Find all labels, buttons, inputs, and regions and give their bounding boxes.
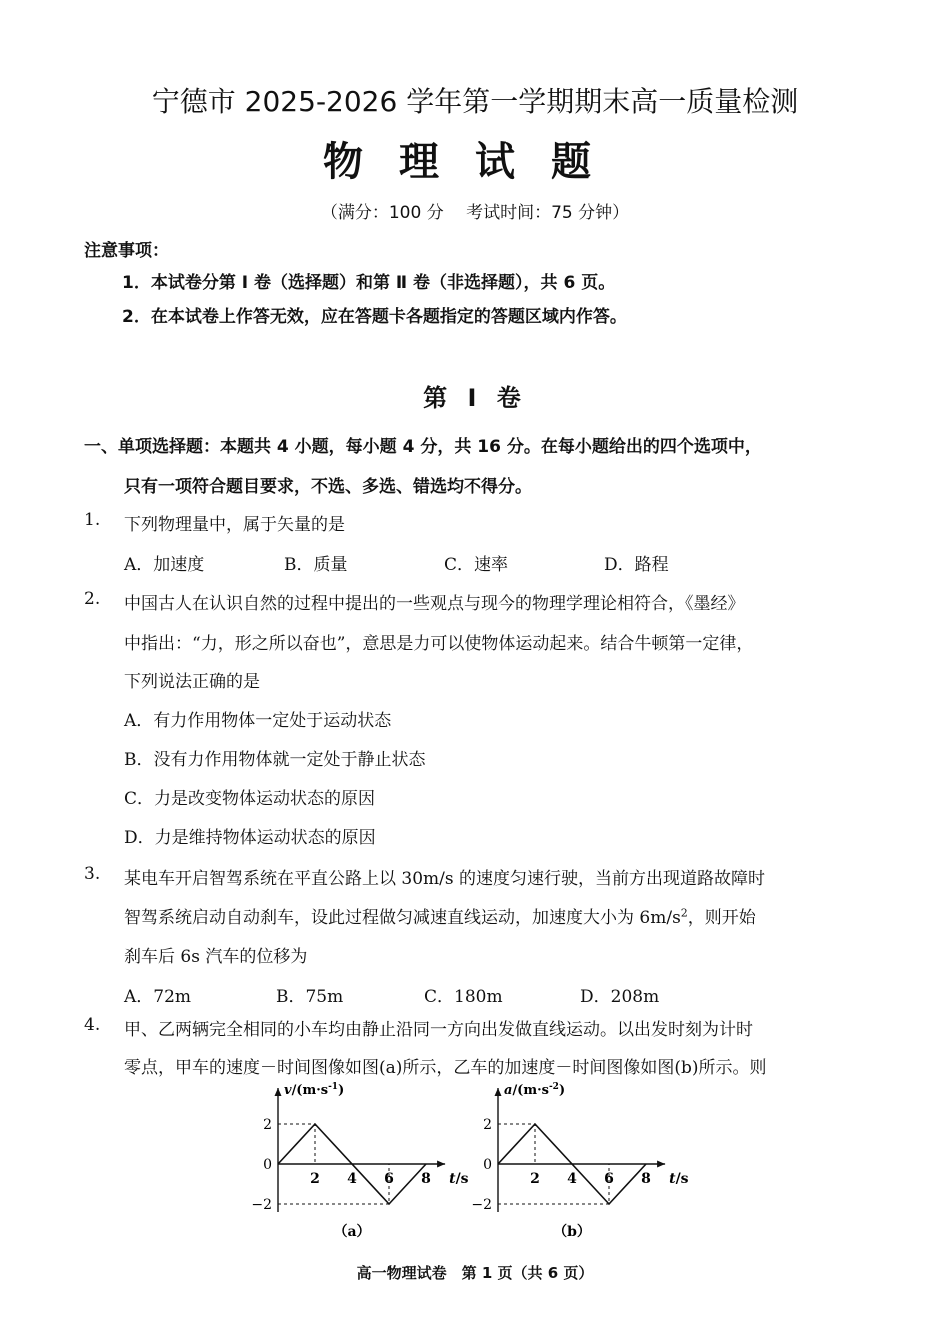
question-2-line-3: 下列说法正确的是	[124, 672, 260, 692]
graph-a-y-axis-label: $v/(m\cdot s^{-1})$	[284, 1082, 345, 1098]
question-2-option-b: B．没有力作用物体就一定处于静止状态	[124, 750, 426, 770]
notice-item-2: 2．在本试卷上作答无效，应在答题卡各题指定的答题区域内作答。	[122, 307, 627, 327]
graph-b-y-tick-label: 0	[483, 1157, 492, 1173]
graph-a-x-tick-label: 6	[384, 1171, 394, 1187]
question-2-line-1: 中国古人在认识自然的过程中提出的一些观点与现今的物理学理论相符合，《墨经》	[124, 594, 745, 614]
graph-a-y-tick-label: −2	[251, 1197, 272, 1213]
question-1-option-d: D．路程	[604, 555, 669, 575]
graph-b-x-tick-label: 4	[567, 1171, 577, 1187]
question-2-line-2: 中指出：“力，形之所以奋也”，意思是力可以使物体运动起来。结合牛顿第一定律，	[124, 634, 754, 654]
question-2-option-a: A．有力作用物体一定处于运动状态	[124, 711, 392, 731]
question-3-superscript: 2	[680, 906, 688, 920]
graph-a-y-tick-label: 2	[263, 1117, 272, 1133]
graph-b-x-tick-label: 8	[641, 1171, 651, 1187]
question-1-option-a: A．加速度	[124, 555, 205, 575]
score-info: （满分：100 分 考试时间：75 分钟）	[320, 203, 630, 223]
exam-header-title: 宁德市 2025-2026 学年第一学期期末高一质量检测	[151, 85, 799, 118]
graph-b-x-axis-arrow	[657, 1161, 665, 1168]
question-3-option-d: D．208m	[580, 987, 660, 1007]
question-4-line-1: 甲、乙两辆完全相同的小车均由静止沿同一方向出发做直线运动。以出发时刻为计时	[124, 1020, 753, 1040]
graph-a-x-tick-label: 2	[310, 1171, 320, 1187]
question-3-number: 3.	[84, 864, 101, 884]
graph-b-y-axis-label: $a/(m\cdot s^{-2})$	[504, 1082, 566, 1098]
question-3-line-2-tail: ，则开始	[687, 908, 756, 928]
question-1-number: 1.	[84, 510, 101, 530]
question-3-option-a: A．72m	[124, 987, 192, 1007]
question-2-number: 2.	[84, 589, 101, 609]
question-4-line-2: 零点，甲车的速度－时间图像如图(a)所示，乙车的加速度－时间图像如图(b)所示。则	[124, 1058, 767, 1078]
graph-b-x-axis-label: t/s	[669, 1171, 689, 1187]
question-3-line-1: 某电车开启智驾系统在平直公路上以 30m/s 的速度匀速行驶，当前方出现道路故障时	[124, 869, 766, 889]
graph-a	[250, 1078, 469, 1244]
graph-a-y-tick-label: 0	[263, 1157, 272, 1173]
question-1-option-c: C．速率	[444, 555, 509, 575]
section-instruction-line-2: 只有一项符合题目要求，不选、多选、错选均不得分。	[124, 477, 532, 497]
graph-a-caption: （a）	[333, 1224, 371, 1240]
graph-b-caption: （b）	[553, 1224, 591, 1240]
question-2-option-c: C．力是改变物体运动状态的原因	[124, 789, 376, 809]
question-1-text: 下列物理量中，属于矢量的是	[124, 515, 345, 535]
graph-b-x-tick-label: 6	[604, 1171, 614, 1187]
question-2-option-d: D．力是维持物体运动状态的原因	[124, 828, 376, 848]
notice-heading: 注意事项：	[84, 241, 169, 261]
page-footer: 高一物理试卷 第 1 页（共 6 页）	[356, 1264, 594, 1282]
question-3-line-2-text: 智驾系统启动自动刹车，设此过程做匀减速直线运动，加速度大小为 6m/s	[124, 908, 681, 928]
graph-a-x-tick-label: 8	[421, 1171, 431, 1187]
graph-a-x-axis-label: t/s	[449, 1171, 469, 1187]
graph-b-x-tick-label: 2	[530, 1171, 540, 1187]
graph-b-y-tick-label: −2	[471, 1197, 492, 1213]
subject-title: 物理试题	[323, 139, 627, 185]
question-3-option-c: C．180m	[424, 987, 503, 1007]
graph-b-y-axis-arrow	[495, 1088, 502, 1096]
question-3-line-2	[124, 903, 756, 928]
question-4-number: 4.	[84, 1015, 101, 1035]
graph-b-y-tick-label: 2	[483, 1117, 492, 1133]
volume-title: 第 Ⅰ 卷	[423, 384, 527, 412]
graph-b	[470, 1078, 689, 1244]
section-instruction-line-1: 一、单项选择题：本题共 4 小题，每小题 4 分，共 16 分。在每小题给出的四个选项中，	[84, 437, 762, 457]
notice-item-1: 1．本试卷分第 Ⅰ 卷（选择题）和第 Ⅱ 卷（非选择题），共 6 页。	[122, 273, 616, 293]
graph-b-guide-trough	[498, 1164, 609, 1204]
graph-a-x-tick-label: 4	[347, 1171, 357, 1187]
question-3-option-b: B．75m	[276, 987, 344, 1007]
graph-a-x-axis-arrow	[437, 1161, 445, 1168]
graph-a-y-axis-arrow	[275, 1088, 282, 1096]
question-3-line-3: 刹车后 6s 汽车的位移为	[124, 947, 308, 967]
graph-a-guide-trough	[278, 1164, 389, 1204]
question-1-option-b: B．质量	[284, 555, 348, 575]
